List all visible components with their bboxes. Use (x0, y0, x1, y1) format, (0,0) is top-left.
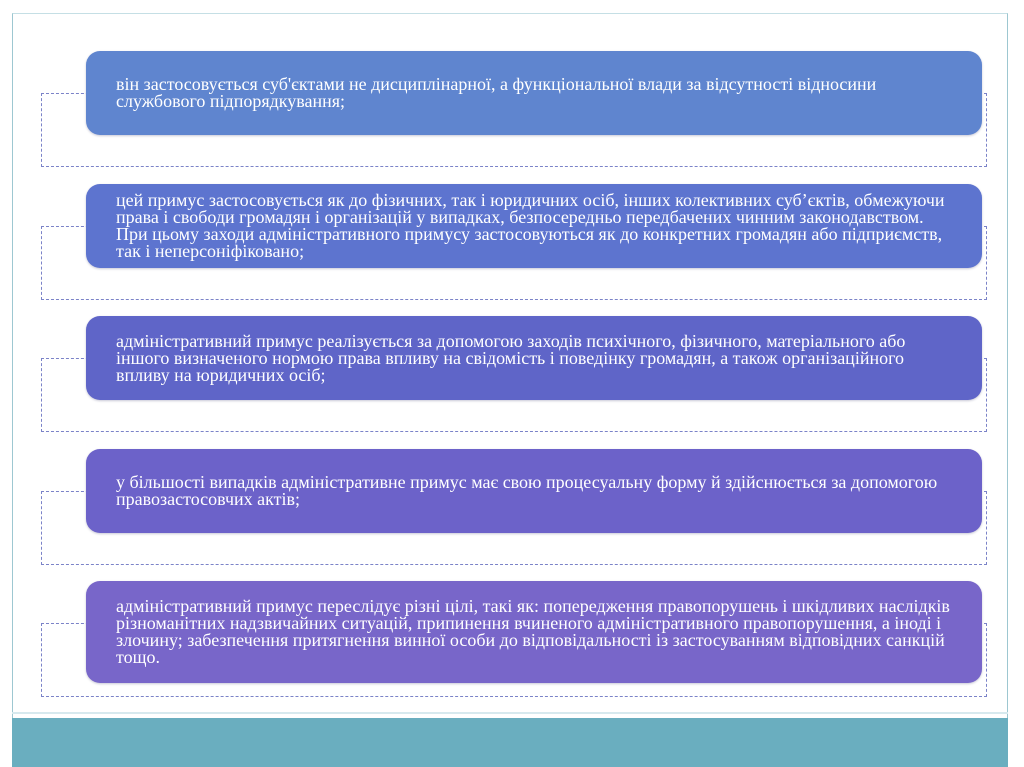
statement-text-1: він застосовується суб'єктами не дисциплінарної, а функціональної влади за відсутності відносини службового підпорядкування; (116, 74, 877, 111)
footer-divider (12, 712, 1008, 714)
statement-text-4: у більшості випадків адміністративне примус має свою процесуальну форму й здійснюється за допомогою правозастосовчих актів; (116, 472, 938, 509)
statement-box-5 (86, 581, 982, 683)
statement-box-1 (86, 51, 982, 135)
statement-box-2 (86, 184, 982, 268)
statement-text-5: адміністративний примус переслідує різні цілі, такі як: попередження правопорушень і шкідливих наслідків різноманітних надзвичайних ситуацій, припинення вчиненого адміністративного правопорушення, а іноді і злочину; забезпечення притягнення винної особи до відповідальності із застосуванням відповідних санкцій тощо. (116, 596, 950, 667)
statement-text-2: цей примус застосовується як до фізичних, так і юридичних осіб, інших колективних суб’єктів, обмежуючи права і свободи громадян і організацій у випадках, безпосередньо передбачених чинним законодавством. При цьому заходи адміністративного примусу застосовуються як до конкретних громадян або підприємств, так і неперсоніфіковано; (116, 190, 945, 261)
statement-box-4 (86, 449, 982, 533)
footer-band (12, 718, 1008, 767)
statement-text-3: адміністративний примус реалізується за допомогою заходів психічного, фізичного, матеріального або іншого визначеного нормою права впливу на свідомість і поведінку громадян, а також організаційного впливу на юридичних осіб; (116, 330, 906, 385)
statement-box-3 (86, 316, 982, 400)
